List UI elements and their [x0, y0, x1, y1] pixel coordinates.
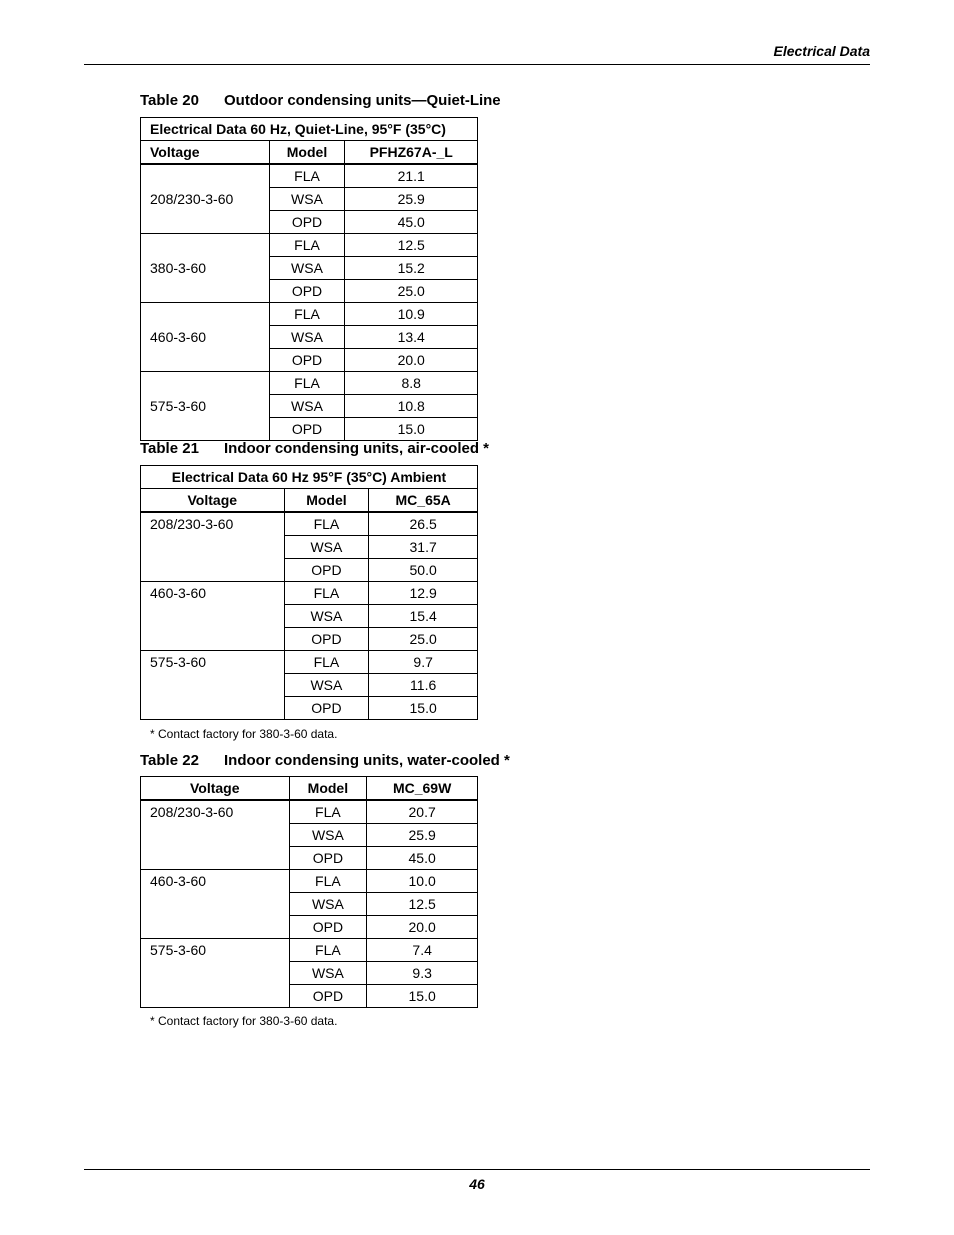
value-cell: 25.9	[345, 188, 478, 211]
voltage-cell: 208/230-3-60	[141, 164, 270, 234]
value-cell: 20.0	[367, 916, 478, 939]
table22-caption-number: Table 22	[140, 752, 199, 769]
voltage-cell: 208/230-3-60	[141, 800, 290, 870]
table-row	[141, 512, 478, 536]
section-title: Electrical Data	[773, 43, 870, 59]
model-cell: WSA	[289, 824, 367, 847]
value-cell: 8.8	[345, 372, 478, 395]
table20-col-voltage: Voltage	[141, 141, 270, 165]
header-rule	[84, 64, 870, 65]
table-row	[141, 800, 478, 824]
table22-col-model: Model	[289, 777, 367, 801]
table20-caption-text: Outdoor condensing units—Quiet-Line	[224, 92, 501, 109]
value-cell: 45.0	[345, 211, 478, 234]
model-cell: FLA	[269, 234, 345, 257]
model-cell: OPD	[284, 559, 369, 582]
model-cell: WSA	[269, 257, 345, 280]
model-cell: OPD	[289, 847, 367, 870]
value-cell: 45.0	[367, 847, 478, 870]
value-cell: 7.4	[367, 939, 478, 962]
value-cell: 15.0	[367, 985, 478, 1008]
model-cell: OPD	[284, 697, 369, 720]
value-cell: 15.4	[369, 605, 478, 628]
value-cell: 11.6	[369, 674, 478, 697]
table22-caption-text: Indoor condensing units, water-cooled *	[224, 752, 510, 769]
voltage-cell: 460-3-60	[141, 303, 270, 372]
model-cell: FLA	[269, 164, 345, 188]
value-cell: 26.5	[369, 512, 478, 536]
table-row	[141, 164, 478, 188]
model-cell: OPD	[289, 916, 367, 939]
table21-caption-text: Indoor condensing units, air-cooled *	[224, 440, 490, 457]
model-cell: WSA	[269, 395, 345, 418]
table21-note: * Contact factory for 380-3-60 data.	[150, 727, 338, 741]
voltage-cell: 460-3-60	[141, 582, 285, 651]
model-cell: FLA	[269, 372, 345, 395]
table22-col-voltage: Voltage	[141, 777, 290, 801]
table22-note: * Contact factory for 380-3-60 data.	[150, 1014, 338, 1028]
table22-caption	[140, 752, 510, 769]
table20	[140, 117, 478, 441]
value-cell: 12.5	[345, 234, 478, 257]
value-cell: 25.0	[369, 628, 478, 651]
model-cell: OPD	[269, 211, 345, 234]
model-cell: OPD	[284, 628, 369, 651]
model-cell: OPD	[269, 418, 345, 441]
table-row	[141, 582, 478, 605]
table21-caption-number: Table 21	[140, 440, 199, 457]
table-row	[141, 651, 478, 674]
voltage-cell: 460-3-60	[141, 870, 290, 939]
table-row	[141, 870, 478, 893]
model-cell: FLA	[284, 582, 369, 605]
table21-col-voltage: Voltage	[141, 489, 285, 513]
value-cell: 15.2	[345, 257, 478, 280]
model-cell: FLA	[284, 651, 369, 674]
table20-caption	[140, 92, 501, 109]
value-cell: 10.9	[345, 303, 478, 326]
model-cell: OPD	[289, 985, 367, 1008]
model-cell: WSA	[289, 893, 367, 916]
table21	[140, 465, 478, 720]
table20-col-model: Model	[269, 141, 345, 165]
value-cell: 9.7	[369, 651, 478, 674]
table-row	[141, 303, 478, 326]
value-cell: 50.0	[369, 559, 478, 582]
model-cell: WSA	[289, 962, 367, 985]
table20-span-header: Electrical Data 60 Hz, Quiet-Line, 95°F (35°C)	[141, 118, 478, 141]
model-cell: FLA	[289, 800, 367, 824]
value-cell: 12.9	[369, 582, 478, 605]
table21-caption	[140, 440, 489, 457]
model-cell: FLA	[269, 303, 345, 326]
value-cell: 12.5	[367, 893, 478, 916]
model-cell: FLA	[284, 512, 369, 536]
value-cell: 15.0	[369, 697, 478, 720]
footer-rule	[84, 1169, 870, 1170]
value-cell: 10.8	[345, 395, 478, 418]
value-cell: 25.0	[345, 280, 478, 303]
table21-span-header: Electrical Data 60 Hz 95°F (35°C) Ambient	[141, 466, 478, 489]
model-cell: FLA	[289, 870, 367, 893]
model-cell: WSA	[269, 326, 345, 349]
value-cell: 21.1	[345, 164, 478, 188]
value-cell: 13.4	[345, 326, 478, 349]
table22	[140, 776, 478, 1008]
table-row	[141, 234, 478, 257]
value-cell: 31.7	[369, 536, 478, 559]
voltage-cell: 208/230-3-60	[141, 512, 285, 582]
model-cell: WSA	[284, 674, 369, 697]
voltage-cell: 575-3-60	[141, 939, 290, 1008]
table20-caption-number: Table 20	[140, 92, 199, 109]
page-number: 46	[469, 1176, 485, 1192]
table-row	[141, 372, 478, 395]
value-cell: 25.9	[367, 824, 478, 847]
table21-col-value: MC_65A	[369, 489, 478, 513]
model-cell: WSA	[269, 188, 345, 211]
model-cell: WSA	[284, 536, 369, 559]
table20-col-value: PFHZ67A-_L	[345, 141, 478, 165]
table22-col-value: MC_69W	[367, 777, 478, 801]
table21-col-model: Model	[284, 489, 369, 513]
value-cell: 15.0	[345, 418, 478, 441]
value-cell: 20.7	[367, 800, 478, 824]
voltage-cell: 575-3-60	[141, 651, 285, 720]
voltage-cell: 380-3-60	[141, 234, 270, 303]
table-row	[141, 939, 478, 962]
value-cell: 9.3	[367, 962, 478, 985]
model-cell: OPD	[269, 349, 345, 372]
value-cell: 10.0	[367, 870, 478, 893]
voltage-cell: 575-3-60	[141, 372, 270, 441]
value-cell: 20.0	[345, 349, 478, 372]
model-cell: OPD	[269, 280, 345, 303]
model-cell: FLA	[289, 939, 367, 962]
model-cell: WSA	[284, 605, 369, 628]
